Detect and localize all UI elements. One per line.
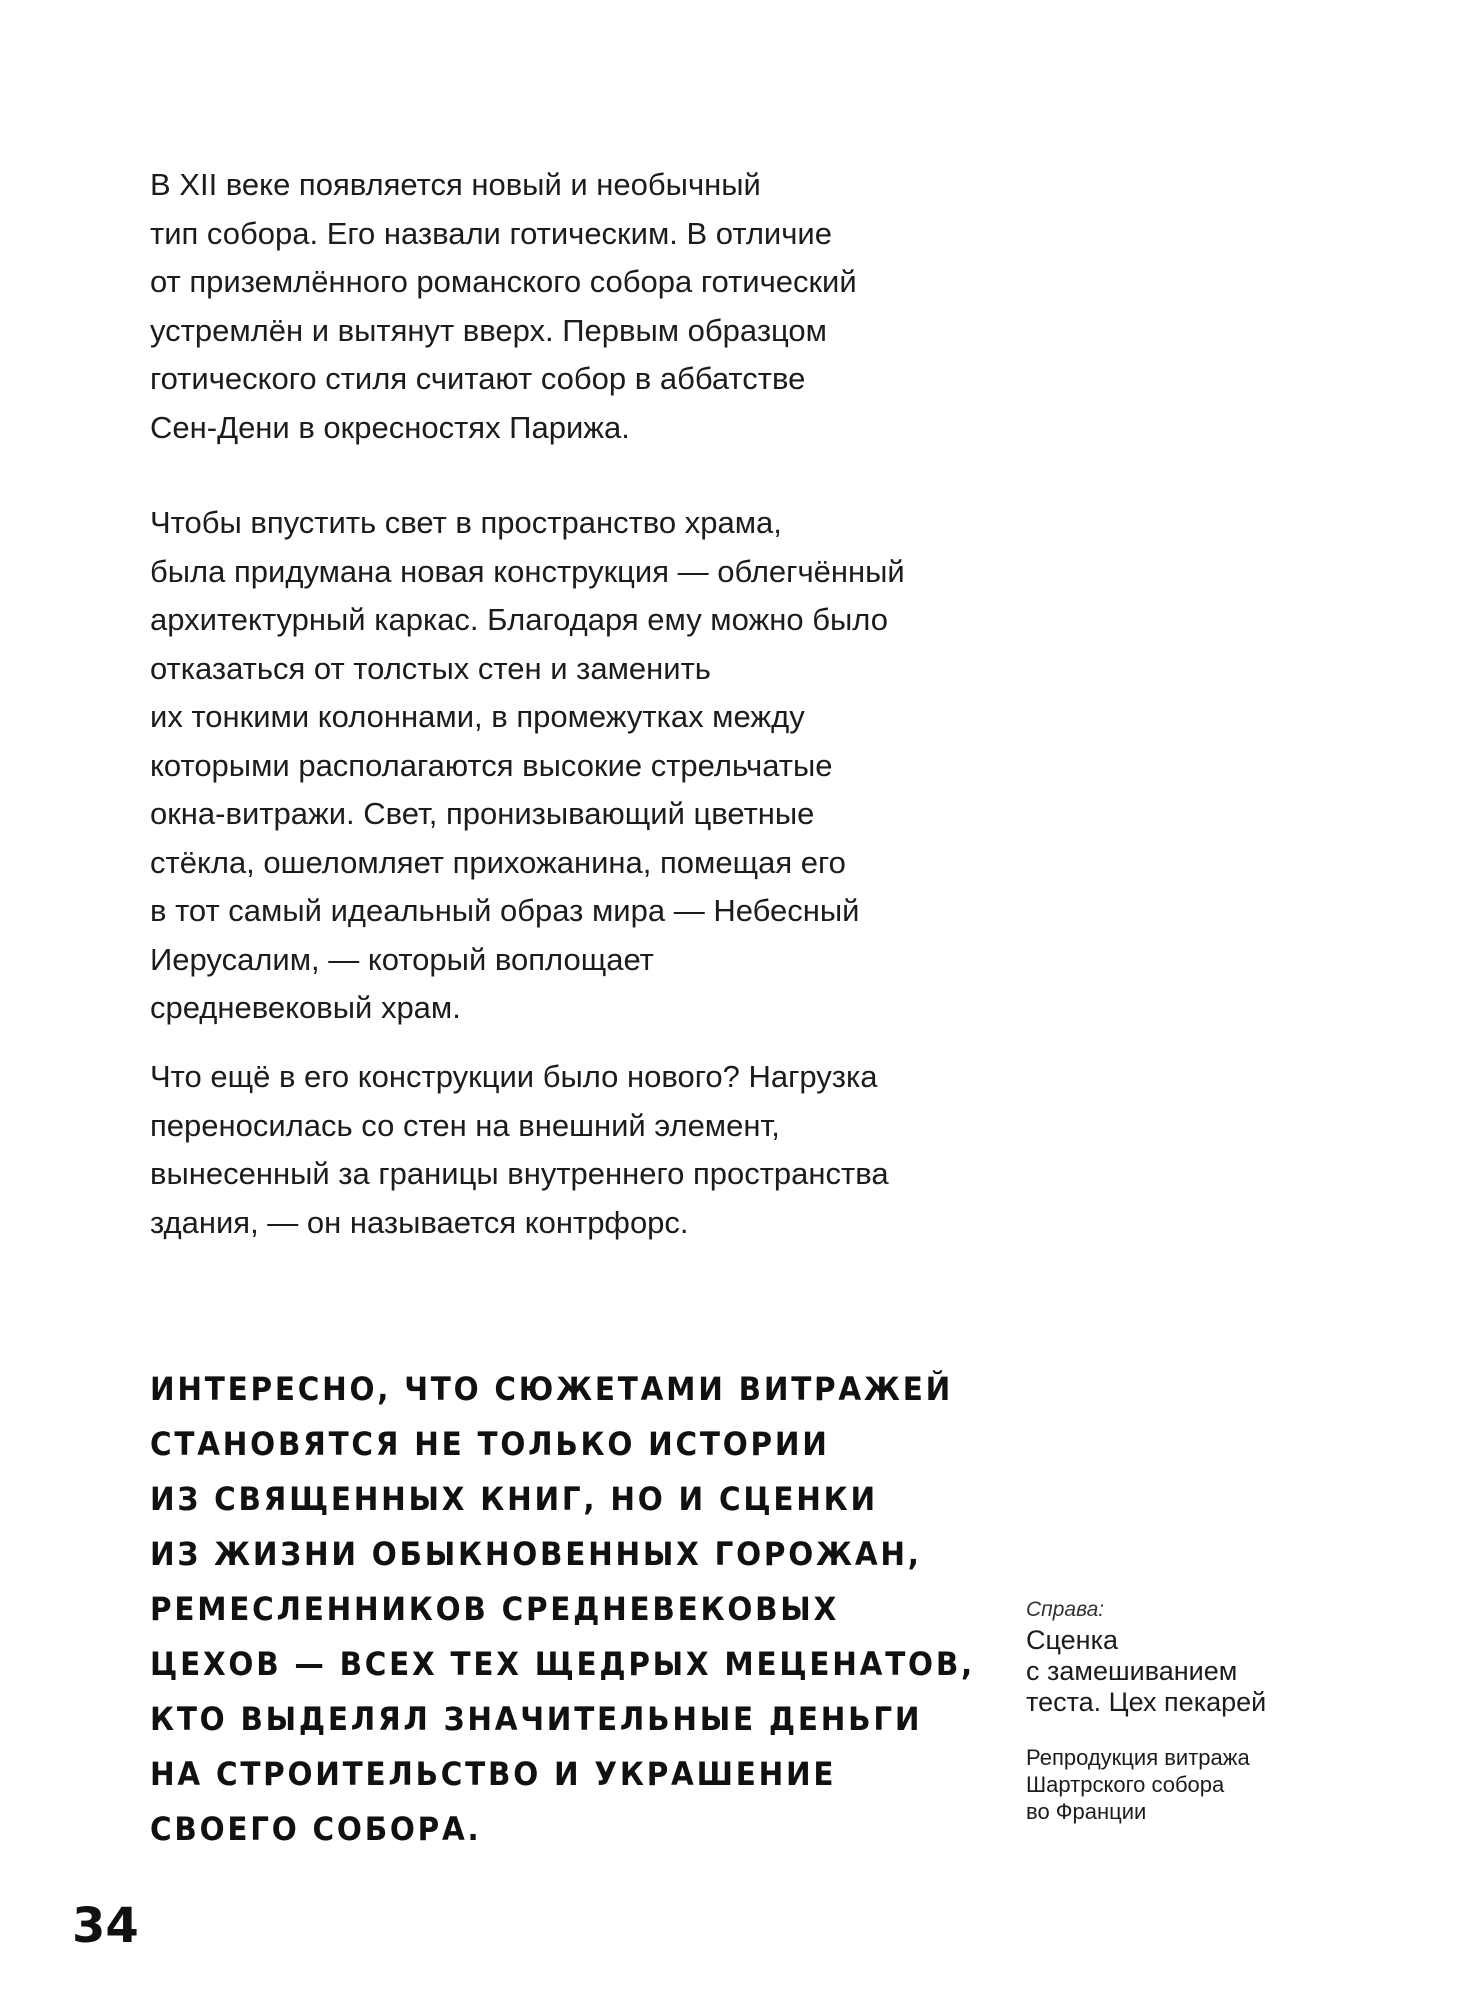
text-line: средневековый храм. — [150, 990, 461, 1025]
page-number: 34 — [72, 1898, 139, 1954]
pull-quote-line: РЕМЕСЛЕННИКОВ СРЕДНЕВЕКОВЫХ — [150, 1590, 840, 1628]
caption-label: Справа: — [1026, 1598, 1105, 1621]
caption-credit-line: Репродукция витража — [1026, 1745, 1250, 1770]
pull-quote-line: ЦЕХОВ — ВСЕХ ТЕХ ЩЕДРЫХ МЕЦЕНАТОВ, — [150, 1645, 975, 1683]
caption-title-line: теста. Цех пекарей — [1026, 1687, 1267, 1717]
caption-credit — [1026, 1744, 1296, 1825]
body-paragraph-1 — [150, 161, 1050, 452]
text-line: здания, — он называется контрфорс. — [150, 1204, 689, 1240]
caption-title-line: с замешиванием — [1026, 1656, 1238, 1686]
text-line: устремлён и вытянут вверх. Первым образцом — [150, 312, 827, 348]
pull-quote-line: КТО ВЫДЕЛЯЛ ЗНАЧИТЕЛЬНЫЕ ДЕНЬГИ — [150, 1700, 923, 1738]
pull-quote-line: НА СТРОИТЕЛЬСТВО И УКРАШЕНИЕ — [150, 1755, 837, 1793]
text-line: стёкла, ошеломляет прихожанина, помещая его — [150, 844, 846, 880]
text-line: Иерусалим, — который воплощает — [150, 941, 654, 977]
pull-quote-line: ИЗ ЖИЗНИ ОБЫКНОВЕННЫХ ГОРОЖАН, — [150, 1535, 922, 1573]
text-line: отказаться от толстых стен и заменить — [150, 650, 711, 686]
caption-credit-line: Шартрского собора — [1026, 1772, 1225, 1797]
body-paragraph-3 — [150, 1053, 1050, 1247]
text-line: от приземлённого романского собора готический — [150, 264, 857, 299]
text-line: Сен-Дени в окресностях Парижа. — [150, 409, 630, 445]
text-line: в тот самый идеальный образ мира — Небесный — [150, 893, 860, 928]
pull-quote — [150, 1362, 975, 1857]
text-line: была придумана новая конструкция — облегчённый — [150, 553, 905, 589]
text-line: переносилась со стен на внешний элемент, — [150, 1107, 780, 1143]
text-line: вынесенный за границы внутреннего пространства — [150, 1156, 889, 1191]
text-line: тип собора. Его назвали готическим. В отличие — [150, 215, 832, 251]
caption-title-line: Сценка — [1026, 1625, 1119, 1655]
caption-credit-line: во Франции — [1026, 1799, 1147, 1824]
text-line: Что ещё в его конструкции было нового? Нагрузка — [150, 1059, 878, 1094]
pull-quote-line: СТАНОВЯТСЯ НЕ ТОЛЬКО ИСТОРИИ — [150, 1425, 830, 1463]
image-caption — [1026, 1597, 1296, 1825]
text-line: окна-витражи. Свет, пронизывающий цветные — [150, 796, 815, 831]
text-line: готического стиля считают собор в аббатстве — [150, 361, 806, 396]
text-line: архитектурный каркас. Благодаря ему можно было — [150, 602, 888, 637]
text-line: их тонкими колоннами, в промежутках между — [150, 699, 805, 734]
text-line: В XII веке появляется новый и необычный — [150, 167, 761, 202]
pull-quote-line: ИНТЕРЕСНО, ЧТО СЮЖЕТАМИ ВИТРАЖЕЙ — [150, 1370, 954, 1408]
text-line: которыми располагаются высокие стрельчатые — [150, 747, 833, 783]
pull-quote-line: СВОЕГО СОБОРА. — [150, 1810, 482, 1848]
pull-quote-line: ИЗ СВЯЩЕННЫХ КНИГ, НО И СЦЕНКИ — [150, 1480, 878, 1518]
body-paragraph-2 — [150, 499, 1050, 1033]
text-line: Чтобы впустить свет в пространство храма, — [150, 505, 782, 540]
